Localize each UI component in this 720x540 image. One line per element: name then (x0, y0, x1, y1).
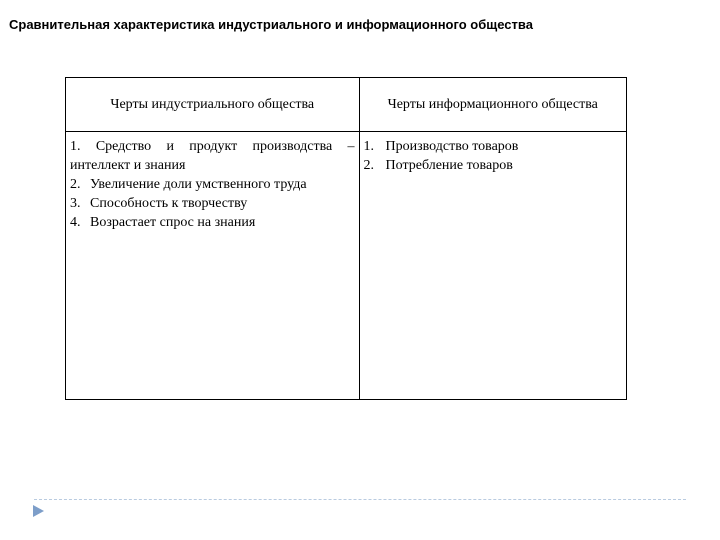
information-features-list (364, 137, 622, 175)
slide-title: Сравнительная характеристика индустриального и информационного общества (9, 17, 533, 32)
list-item-text: Возрастает спрос на знания (90, 215, 256, 230)
table-row (66, 132, 627, 400)
list-item-text: Производство товаров (385, 139, 519, 154)
list-item-number: 1. (70, 139, 81, 154)
table-header-row (66, 78, 627, 132)
list-item (70, 175, 355, 194)
information-features-cell (359, 132, 626, 400)
header-information-society: Черты информационного общества (359, 78, 626, 132)
list-item-number: 1. (363, 139, 375, 154)
list-item-text: Способность к творчеству (90, 196, 248, 211)
list-item (364, 137, 622, 156)
list-item (70, 194, 355, 213)
header-industrial-society: Черты индустриального общества (66, 78, 360, 132)
list-item-number: 3. (70, 196, 81, 211)
list-item-text: Средство и продукт производства – интеллект и знания (70, 139, 355, 173)
list-item (70, 213, 355, 232)
list-item-number: 2. (70, 177, 81, 192)
footer-divider (34, 499, 686, 500)
triangle-right-icon[interactable] (33, 505, 44, 517)
list-item (70, 137, 355, 175)
comparison-table (65, 77, 627, 400)
list-item (364, 156, 622, 175)
industrial-features-list (70, 137, 355, 232)
list-item-number: 2. (363, 158, 375, 173)
industrial-features-cell (66, 132, 360, 400)
list-item-number: 4. (70, 215, 81, 230)
list-item-text: Потребление товаров (385, 158, 513, 173)
list-item-text: Увеличение доли умственного труда (90, 177, 307, 192)
